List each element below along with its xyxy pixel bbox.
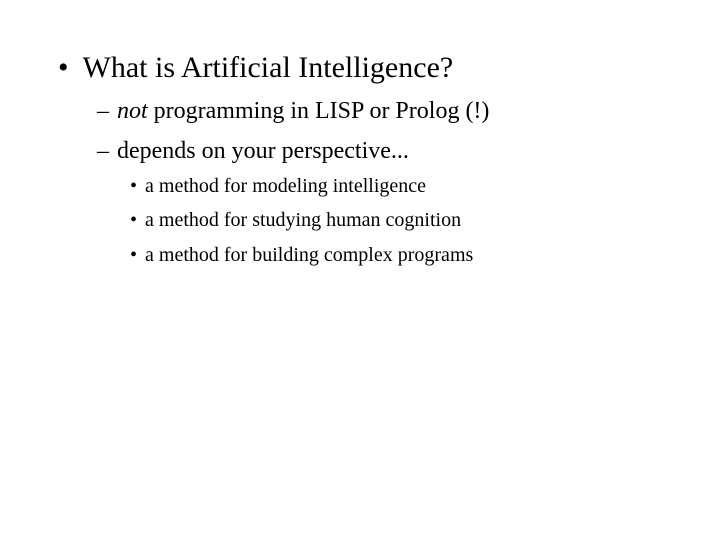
subpoint-1-text: programming in LISP or Prolog (!) <box>147 98 490 124</box>
subsubpoint-3 <box>130 243 473 267</box>
subsubpoint-2 <box>130 208 461 232</box>
dash-icon: – <box>97 138 109 164</box>
subsubpoint-3-text: a method for building complex programs <box>145 244 474 266</box>
bullet-icon: • <box>58 51 69 84</box>
subpoint-2-text: depends on your perspective... <box>117 138 409 164</box>
subpoint-2 <box>97 136 409 166</box>
subsubpoint-2-text: a method for studying human cognition <box>145 209 462 231</box>
bullet-icon: • <box>130 244 138 266</box>
subpoint-1-emphasis: not <box>117 98 148 124</box>
subsubpoint-1-text: a method for modeling intelligence <box>145 175 427 197</box>
slide-heading <box>58 50 453 86</box>
heading-text: What is Artificial Intelligence? <box>82 51 454 84</box>
bullet-icon: • <box>130 175 138 197</box>
dash-icon: – <box>97 98 109 124</box>
bullet-icon: • <box>130 209 138 231</box>
subsubpoint-1 <box>130 174 426 198</box>
subpoint-1 <box>97 96 489 126</box>
